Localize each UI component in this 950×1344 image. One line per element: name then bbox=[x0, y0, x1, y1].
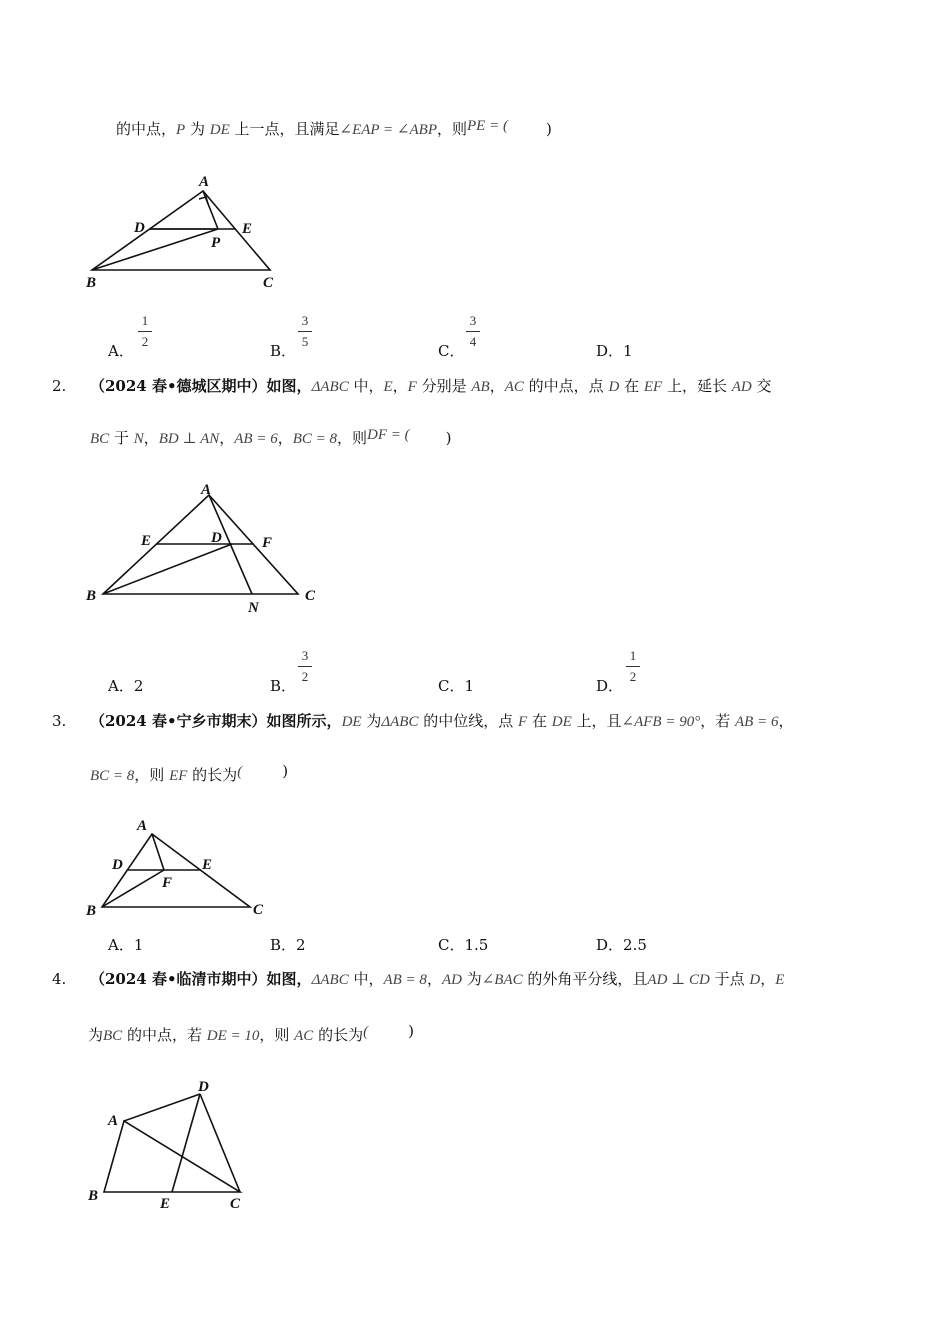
option-value: 2 bbox=[296, 936, 306, 954]
q4-text: ， bbox=[760, 970, 776, 988]
q4-number: 4. bbox=[52, 970, 67, 988]
q3-math: AB = 6 bbox=[735, 714, 779, 730]
q3-text: ，若 bbox=[700, 712, 735, 730]
q2-figure bbox=[85, 482, 316, 616]
q2-text: ， bbox=[392, 377, 408, 395]
q1-math: P bbox=[176, 122, 186, 138]
q3-math: F bbox=[518, 714, 528, 730]
q4-text: 为 bbox=[88, 1026, 104, 1044]
q1-option-a-fraction bbox=[138, 313, 152, 350]
q1-label-c: C bbox=[263, 275, 274, 291]
option-letter: C． bbox=[438, 342, 465, 360]
q3-text: 上，且 bbox=[571, 712, 622, 730]
q4-paren-open: ( bbox=[363, 1024, 369, 1040]
q2-text: 在 bbox=[619, 377, 644, 395]
q4-math: AB = 8 bbox=[383, 972, 427, 988]
numerator: 3 bbox=[469, 313, 477, 328]
option-letter: C． bbox=[438, 677, 465, 695]
numerator: 1 bbox=[629, 648, 637, 663]
q2-math: BD ⊥ AN bbox=[158, 431, 220, 447]
q3-text: 在 bbox=[527, 712, 552, 730]
q2-math: AC bbox=[504, 379, 524, 395]
q4-math: ∠BAC bbox=[481, 972, 523, 988]
denominator: 2 bbox=[301, 669, 309, 684]
q3-label-a: A bbox=[137, 818, 148, 834]
q1-option-c[interactable] bbox=[438, 340, 464, 361]
q4-text: 中， bbox=[348, 970, 384, 988]
q2-math: E bbox=[383, 379, 393, 395]
q2-label-f: F bbox=[262, 535, 273, 551]
q1-option-d[interactable] bbox=[596, 340, 633, 361]
q4-text: 的外角平分线，且 bbox=[522, 970, 648, 988]
q2-source: （2024 春•德城区期中）如图， bbox=[90, 377, 312, 395]
denominator: 2 bbox=[629, 669, 637, 684]
q2-option-b[interactable] bbox=[270, 675, 296, 696]
q2-label-b: B bbox=[86, 588, 97, 604]
q4-source: （2024 春•临清市期中）如图， bbox=[90, 970, 312, 988]
option-value: 2.5 bbox=[623, 936, 647, 954]
q2-label-n: N bbox=[248, 600, 259, 616]
q1-text: 上一点，且满足 bbox=[229, 120, 340, 138]
q2-text: ， bbox=[219, 429, 235, 447]
q3-number: 3. bbox=[52, 712, 67, 730]
q3-math: DE bbox=[551, 714, 572, 730]
option-letter: A． bbox=[108, 342, 134, 360]
q3-text: 为 bbox=[361, 712, 382, 730]
q2-text: 的中点，点 bbox=[523, 377, 609, 395]
q3-label-d: D bbox=[112, 857, 123, 873]
q1-text: 为 bbox=[185, 120, 210, 138]
q4-text: ， bbox=[426, 970, 442, 988]
option-value: 2 bbox=[133, 677, 144, 695]
q3-math: ΔABC bbox=[381, 714, 419, 730]
q2-math: AB bbox=[471, 379, 490, 395]
q4-math: DE = 10 bbox=[206, 1028, 260, 1044]
q1-question: PE = ( bbox=[467, 118, 508, 134]
q1-label-e: E bbox=[242, 221, 253, 237]
q1-text: 的中点， bbox=[116, 120, 177, 138]
q3-figure bbox=[85, 818, 264, 919]
q4-math: BC bbox=[103, 1028, 123, 1044]
q4-math: E bbox=[775, 972, 785, 988]
q3-text: ，则 bbox=[134, 766, 170, 784]
q2-math: N bbox=[133, 431, 144, 447]
q4-label-c: C bbox=[230, 1196, 241, 1212]
q1-label-d: D bbox=[134, 220, 145, 236]
option-letter: B． bbox=[270, 342, 297, 360]
q4-label-d: D bbox=[198, 1079, 209, 1095]
q1-text: ，则 bbox=[436, 120, 467, 138]
q3-source: （2024 春•宁乡市期末）如图所示， bbox=[90, 712, 342, 730]
q2-text: ， bbox=[277, 429, 293, 447]
q4-text: 的长为 bbox=[313, 1026, 364, 1044]
option-letter: B． bbox=[270, 677, 297, 695]
q1-option-c-fraction bbox=[466, 313, 480, 350]
q3-label-c: C bbox=[253, 902, 264, 918]
q4-math: D bbox=[749, 972, 761, 988]
q3-paren-open: ( bbox=[237, 764, 243, 780]
option-letter: B． bbox=[270, 936, 297, 954]
denominator: 5 bbox=[301, 334, 309, 349]
q2-text: 分别是 bbox=[416, 377, 472, 395]
q2-math: BC = 8 bbox=[292, 431, 338, 447]
q4-math: ΔABC bbox=[311, 972, 349, 988]
q3-text: 的长为 bbox=[187, 766, 238, 784]
q2-math: D bbox=[608, 379, 620, 395]
q2-text: 交 bbox=[751, 377, 772, 395]
q3-text: 的中位线，点 bbox=[418, 712, 519, 730]
q2-option-d-fraction bbox=[626, 648, 640, 685]
numerator: 3 bbox=[301, 313, 309, 328]
q2-number: 2. bbox=[52, 377, 67, 395]
q2-math: ΔABC bbox=[311, 379, 349, 395]
q2-paren: ) bbox=[445, 429, 452, 447]
q1-condition: ∠EAP = ∠ABP bbox=[339, 122, 437, 138]
q2-label-d: D bbox=[211, 530, 222, 546]
q4-math: AD ⊥ CD bbox=[647, 972, 710, 988]
q2-math: AB = 6 bbox=[234, 431, 278, 447]
option-letter: C． bbox=[438, 936, 465, 954]
q2-question: DF = ( bbox=[367, 427, 410, 443]
q4-text: ，则 bbox=[259, 1026, 295, 1044]
q4-label-e: E bbox=[160, 1196, 171, 1212]
q4-stem-line2 bbox=[88, 1024, 414, 1047]
q3-stem-line2 bbox=[90, 764, 288, 787]
q1-figure bbox=[85, 174, 274, 291]
q2-math: AD bbox=[731, 379, 752, 395]
q3-math: BC = 8 bbox=[90, 768, 135, 784]
q2-text: 中， bbox=[348, 377, 384, 395]
denominator: 4 bbox=[469, 334, 477, 349]
q3-option-a[interactable] bbox=[108, 934, 143, 955]
q2-option-a[interactable] bbox=[108, 675, 143, 696]
q2-option-d[interactable] bbox=[596, 675, 623, 696]
q2-label-e: E bbox=[141, 533, 152, 549]
q3-math: ∠AFB = 90° bbox=[621, 714, 701, 730]
q4-text: 的中点，若 bbox=[122, 1026, 207, 1044]
q2-math: EF bbox=[643, 379, 663, 395]
q1-option-b-fraction bbox=[298, 313, 312, 350]
option-value: 1.5 bbox=[464, 936, 489, 954]
denominator: 2 bbox=[141, 334, 149, 349]
q2-text: ， bbox=[489, 377, 505, 395]
q1-label-a: A bbox=[199, 174, 210, 190]
q4-figure bbox=[87, 1079, 241, 1212]
q2-label-c: C bbox=[305, 588, 316, 604]
q3-text: ， bbox=[778, 712, 794, 730]
q4-stem-line1 bbox=[90, 968, 784, 991]
numerator: 1 bbox=[141, 313, 149, 328]
option-letter: A． bbox=[108, 936, 134, 954]
q4-math: AD bbox=[441, 972, 462, 988]
option-letter: D． bbox=[596, 342, 624, 360]
q2-text: 上，延长 bbox=[662, 377, 732, 395]
q1-label-b: B bbox=[86, 275, 97, 291]
q2-label-a: A bbox=[201, 482, 212, 498]
q4-text: 于点 bbox=[709, 970, 750, 988]
q3-label-e: E bbox=[202, 857, 213, 873]
q2-math: F bbox=[407, 379, 417, 395]
q1-option-a[interactable] bbox=[108, 340, 134, 361]
q3-label-f: F bbox=[162, 875, 173, 891]
q3-label-b: B bbox=[86, 903, 97, 919]
q2-math: BC bbox=[90, 431, 110, 447]
option-letter: D． bbox=[596, 936, 624, 954]
q2-text: ， bbox=[143, 429, 159, 447]
q1-math: DE bbox=[209, 122, 230, 138]
q4-label-a: A bbox=[108, 1113, 119, 1129]
q2-option-b-fraction bbox=[298, 648, 312, 685]
numerator: 3 bbox=[301, 648, 309, 663]
q2-stem-line2 bbox=[90, 427, 452, 450]
option-letter: A． bbox=[108, 677, 134, 695]
option-value: 1 bbox=[464, 677, 475, 695]
q4-paren-close: ) bbox=[408, 1022, 414, 1040]
q3-math: DE bbox=[341, 714, 362, 730]
q3-option-c[interactable] bbox=[438, 934, 488, 955]
q4-label-b: B bbox=[88, 1188, 99, 1204]
q1-paren: ) bbox=[545, 120, 552, 138]
q1-label-p: P bbox=[211, 235, 221, 251]
q3-math: EF bbox=[169, 768, 188, 784]
q2-text: ，则 bbox=[337, 429, 368, 447]
option-value: 1 bbox=[623, 342, 633, 360]
q2-option-c[interactable] bbox=[438, 675, 474, 696]
q1-option-b[interactable] bbox=[270, 340, 296, 361]
q3-stem-line1 bbox=[90, 710, 793, 733]
q4-math: AC bbox=[294, 1028, 314, 1044]
q3-option-d[interactable] bbox=[596, 934, 647, 955]
option-letter: D． bbox=[596, 677, 624, 695]
q2-text: 于 bbox=[109, 429, 134, 447]
option-value: 1 bbox=[133, 936, 144, 954]
q3-option-b[interactable] bbox=[270, 934, 306, 955]
q2-stem-line1 bbox=[90, 375, 772, 398]
q4-text: 为 bbox=[461, 970, 482, 988]
q3-paren-close: ) bbox=[282, 762, 289, 780]
